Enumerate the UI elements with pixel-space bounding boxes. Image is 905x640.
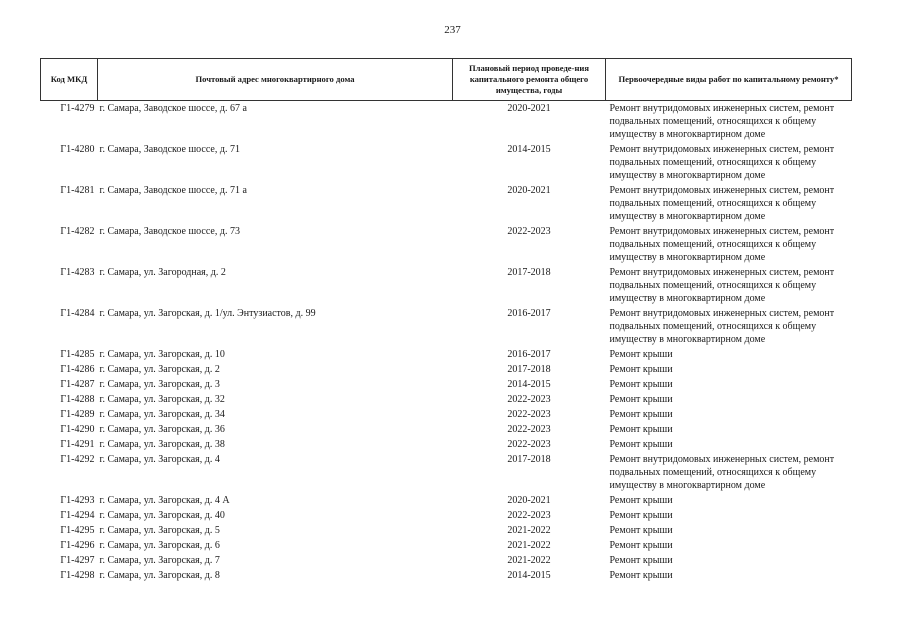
repair-period-cell: 2021-2022 — [507, 555, 551, 566]
repair-works-cell: Ремонт крыши — [609, 540, 673, 551]
table-row — [41, 392, 852, 407]
mkd-code-cell: Г1-4279 — [60, 103, 95, 114]
repair-period-cell: 2020-2021 — [507, 185, 551, 196]
table-row — [41, 437, 852, 452]
address-cell: г. Самара, ул. Загорская, д. 1/ул. Энтузиастов, д. 99 — [99, 308, 316, 319]
repair-period-cell: 2022-2023 — [507, 439, 551, 450]
repair-period-cell: 2021-2022 — [507, 525, 551, 536]
repair-period-cell: 2021-2022 — [507, 540, 551, 551]
repair-works-cell: Ремонт внутридомовых инженерных систем, ремонт подвальных помещений, относящихся к общему имуществу в многоквартирном доме — [609, 308, 835, 345]
address-cell: г. Самара, ул. Загорская, д. 3 — [99, 379, 220, 390]
mkd-code-cell: Г1-4295 — [60, 525, 95, 536]
mkd-code-cell: Г1-4282 — [60, 226, 95, 237]
repair-period-cell: 2022-2023 — [507, 226, 551, 237]
repair-works-cell: Ремонт крыши — [609, 394, 673, 405]
address-cell: г. Самара, ул. Загорская, д. 36 — [99, 424, 225, 435]
address-cell: г. Самара, ул. Загорская, д. 2 — [99, 364, 220, 375]
mkd-code-cell: Г1-4293 — [60, 495, 95, 506]
table-row — [41, 183, 852, 224]
table-row — [41, 523, 852, 538]
table-row — [41, 377, 852, 392]
mkd-code-cell: Г1-4286 — [60, 364, 95, 375]
table-header-row — [41, 59, 852, 101]
mkd-code-cell: Г1-4284 — [60, 308, 95, 319]
table-row — [41, 508, 852, 523]
repair-works-cell: Ремонт крыши — [609, 364, 673, 375]
header-works: Первоочередные виды работ по капитальному ремонту* — [606, 59, 852, 101]
repair-period-cell: 2014-2015 — [507, 144, 551, 155]
repair-period-cell: 2020-2021 — [507, 103, 551, 114]
address-cell: г. Самара, ул. Загорская, д. 4 — [99, 454, 220, 465]
repair-period-cell: 2022-2023 — [507, 394, 551, 405]
repair-works-cell: Ремонт внутридомовых инженерных систем, ремонт подвальных помещений, относящихся к общему имуществу в многоквартирном доме — [609, 226, 835, 263]
table-row — [41, 422, 852, 437]
mkd-code-cell: Г1-4296 — [60, 540, 95, 551]
repair-period-cell: 2017-2018 — [507, 267, 551, 278]
table-row — [41, 362, 852, 377]
repair-period-cell: 2016-2017 — [507, 308, 551, 319]
mkd-code-cell: Г1-4288 — [60, 394, 95, 405]
repair-period-cell: 2017-2018 — [507, 454, 551, 465]
address-cell: г. Самара, ул. Загорская, д. 34 — [99, 409, 225, 420]
table-row — [41, 493, 852, 508]
address-cell: г. Самара, ул. Загорская, д. 5 — [99, 525, 220, 536]
address-cell: г. Самара, ул. Загорская, д. 8 — [99, 570, 220, 581]
mkd-code-cell: Г1-4298 — [60, 570, 95, 581]
repair-works-cell: Ремонт крыши — [609, 409, 673, 420]
repair-works-cell: Ремонт крыши — [609, 570, 673, 581]
repair-period-cell: 2022-2023 — [507, 510, 551, 521]
mkd-code-cell: Г1-4285 — [60, 349, 95, 360]
repair-period-cell: 2016-2017 — [507, 349, 551, 360]
mkd-code-cell: Г1-4289 — [60, 409, 95, 420]
repair-period-cell: 2017-2018 — [507, 364, 551, 375]
table-row — [41, 538, 852, 553]
address-cell: г. Самара, ул. Загорская, д. 38 — [99, 439, 225, 450]
table-row — [41, 347, 852, 362]
header-address: Почтовый адрес многоквартирного дома — [98, 59, 453, 101]
header-code: Код МКД — [41, 59, 98, 101]
repair-works-cell: Ремонт крыши — [609, 424, 673, 435]
repair-works-cell: Ремонт крыши — [609, 525, 673, 536]
repair-works-cell: Ремонт внутридомовых инженерных систем, ремонт подвальных помещений, относящихся к общему имуществу в многоквартирном доме — [609, 454, 835, 491]
table-row — [41, 407, 852, 422]
address-cell: г. Самара, Заводское шоссе, д. 71 — [99, 144, 240, 155]
mkd-code-cell: Г1-4290 — [60, 424, 95, 435]
table-row — [41, 224, 852, 265]
table-row — [41, 568, 852, 583]
mkd-code-cell: Г1-4283 — [60, 267, 95, 278]
address-cell: г. Самара, ул. Загорская, д. 7 — [99, 555, 220, 566]
address-cell: г. Самара, Заводское шоссе, д. 73 — [99, 226, 240, 237]
repair-works-cell: Ремонт внутридомовых инженерных систем, ремонт подвальных помещений, относящихся к общему имуществу в многоквартирном доме — [609, 267, 835, 304]
mkd-code-cell: Г1-4280 — [60, 144, 95, 155]
table-row — [41, 265, 852, 306]
repair-works-cell: Ремонт внутридомовых инженерных систем, ремонт подвальных помещений, относящихся к общему имуществу в многоквартирном доме — [609, 185, 835, 222]
repair-period-cell: 2020-2021 — [507, 495, 551, 506]
mkd-code-cell: Г1-4294 — [60, 510, 95, 521]
repair-works-cell: Ремонт внутридомовых инженерных систем, ремонт подвальных помещений, относящихся к общему имуществу в многоквартирном доме — [609, 103, 835, 140]
repair-period-cell: 2022-2023 — [507, 409, 551, 420]
mkd-code-cell: Г1-4291 — [60, 439, 95, 450]
address-cell: г. Самара, Заводское шоссе, д. 71 а — [99, 185, 247, 196]
repair-works-cell: Ремонт крыши — [609, 379, 673, 390]
repair-works-cell: Ремонт крыши — [609, 349, 673, 360]
header-period: Плановый период проведе-ния капитального ремонта общего имущества, годы — [453, 59, 606, 101]
table-body — [41, 101, 852, 584]
repair-works-cell: Ремонт крыши — [609, 439, 673, 450]
mkd-code-cell: Г1-4287 — [60, 379, 95, 390]
address-cell: г. Самара, ул. Загорская, д. 40 — [99, 510, 225, 521]
table-row — [41, 306, 852, 347]
repair-works-cell: Ремонт крыши — [609, 510, 673, 521]
address-cell: г. Самара, ул. Загородная, д. 2 — [99, 267, 226, 278]
address-cell: г. Самара, ул. Загорская, д. 10 — [99, 349, 225, 360]
table-row — [41, 452, 852, 493]
repair-period-cell: 2014-2015 — [507, 379, 551, 390]
address-cell: г. Самара, Заводское шоссе, д. 67 а — [99, 103, 247, 114]
repair-works-cell: Ремонт внутридомовых инженерных систем, ремонт подвальных помещений, относящихся к общему имуществу в многоквартирном доме — [609, 144, 835, 181]
capital-repair-table — [40, 58, 852, 583]
page-number: 237 — [444, 24, 461, 36]
mkd-code-cell: Г1-4281 — [60, 185, 95, 196]
address-cell: г. Самара, ул. Загорская, д. 6 — [99, 540, 220, 551]
repair-period-cell: 2022-2023 — [507, 424, 551, 435]
repair-period-cell: 2014-2015 — [507, 570, 551, 581]
table-row — [41, 142, 852, 183]
table-row — [41, 101, 852, 143]
table-row — [41, 553, 852, 568]
repair-works-cell: Ремонт крыши — [609, 495, 673, 506]
repair-works-cell: Ремонт крыши — [609, 555, 673, 566]
address-cell: г. Самара, ул. Загорская, д. 4 А — [99, 495, 230, 506]
mkd-code-cell: Г1-4297 — [60, 555, 95, 566]
address-cell: г. Самара, ул. Загорская, д. 32 — [99, 394, 225, 405]
mkd-code-cell: Г1-4292 — [60, 454, 95, 465]
